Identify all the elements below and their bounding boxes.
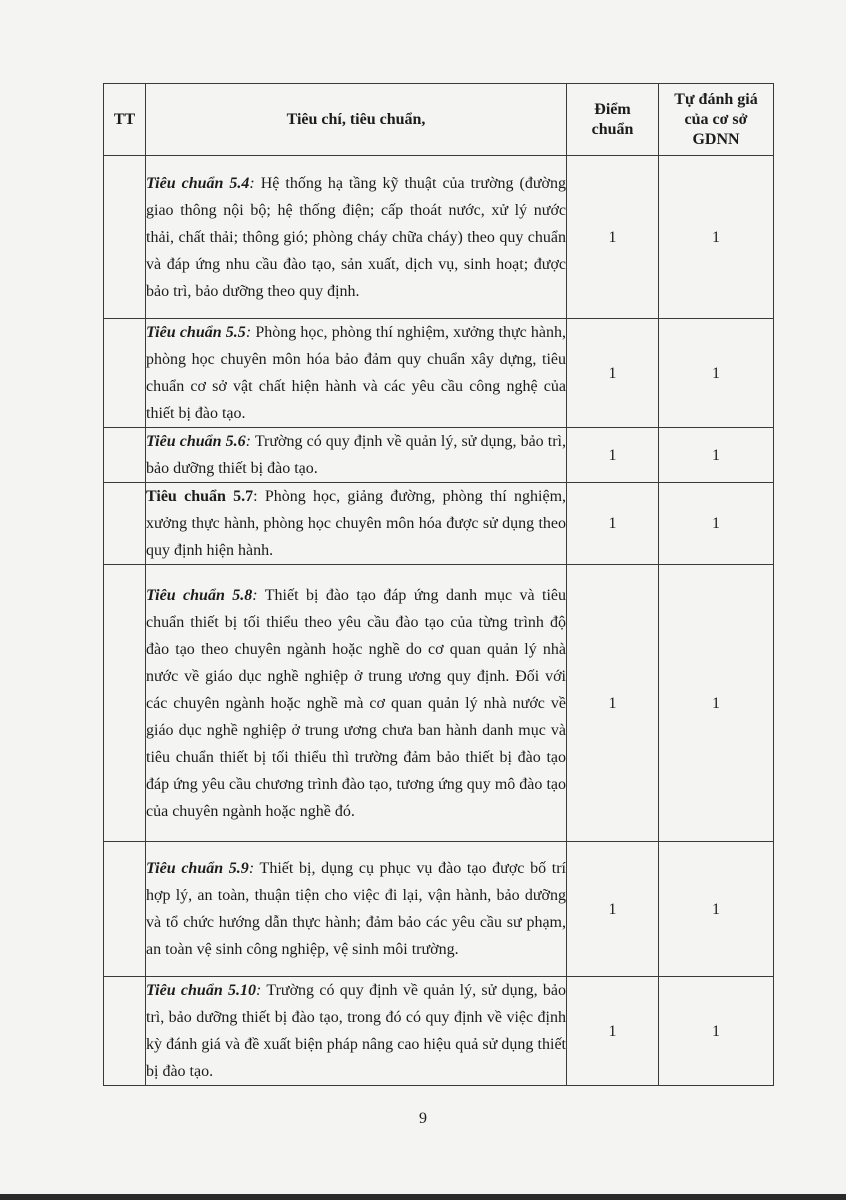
standard-text: Thiết bị, dụng cụ phục vụ đào tạo được bố trí hợp lý, an toàn, thuận tiện cho việc đi lại, vận hành, bảo dưỡng và tổ chức hướng dẫn thực hành; đảm bảo các yêu cầu sư phạm, an toàn vệ sinh công nghiệp, vệ sinh môi trường. (146, 860, 566, 958)
standard-score: 1 (567, 319, 659, 428)
standard-text: Trường có quy định về quản lý, sử dụng, bảo trì, bảo dưỡng thiết bị đào tạo. (146, 433, 567, 477)
row-description: Tiêu chuẩn 5.5: Phòng học, phòng thí nghiệm, xưởng thực hành, phòng học chuyên môn hóa bảo đảm quy chuẩn xây dựng, tiêu chuẩn cơ sở vật chất hiện hành và các yêu cầu công nghệ của thiết bị đào tạo. (146, 319, 567, 428)
table-header-row (104, 84, 774, 156)
self-score: 1 (659, 428, 774, 483)
criteria-table (103, 83, 774, 1086)
table-row (104, 156, 774, 319)
standard-name: Tiêu chuẩn 5.9 (146, 860, 249, 877)
page-number: 9 (419, 1110, 427, 1127)
standard-text: Phòng học, giảng đường, phòng thí nghiệm, xưởng thực hành, phòng học chuyên môn hóa được sử dụng theo quy định hiện hành. (146, 488, 567, 559)
row-description: Tiêu chuẩn 5.8: Thiết bị đào tạo đáp ứng danh mục và tiêu chuẩn thiết bị tối thiểu theo yêu cầu đào tạo của từng trình độ đào tạo theo chuyên ngành hoặc nghề do cơ quan quản lý nhà nước về giáo dục nghề nghiệp ở trung ương quy định. Đối với các chuyên ngành hoặc nghề mà cơ quan quản lý nhà nước về giáo dục nghề nghiệp ở trung ương chưa ban hành danh mục và tiêu chuẩn thiết bị tối thiểu thì trường đảm bảo thiết bị đào tạo đáp ứng yêu cầu chương trình đào tạo, tương ứng quy mô đào tạo của chuyên ngành hoặc nghề đó. (146, 565, 567, 842)
row-tt (104, 483, 146, 565)
standard-text: Thiết bị đào tạo đáp ứng danh mục và tiêu chuẩn thiết bị tối thiểu theo yêu cầu đào tạo của từng trình độ đào tạo theo chuyên ngành hoặc nghề do cơ quan quản lý nhà nước về giáo dục nghề nghiệp ở trung ương quy định. Đối với các chuyên ngành hoặc nghề mà cơ quan quản lý nhà nước về giáo dục nghề nghiệp ở trung ương chưa ban hành danh mục và tiêu chuẩn thiết bị tối thiểu thì trường đảm bảo thiết bị đào tạo đáp ứng yêu cầu chương trình đào tạo, tương ứng quy mô đào tạo của chuyên ngành hoặc nghề đó. (146, 586, 566, 820)
table-row (104, 483, 774, 565)
table-row (104, 565, 774, 842)
row-tt (104, 565, 146, 842)
self-score: 1 (659, 156, 774, 319)
self-score: 1 (659, 319, 774, 428)
row-description: Tiêu chuẩn 5.7: Phòng học, giảng đường, phòng thí nghiệm, xưởng thực hành, phòng học chuyên môn hóa được sử dụng theo quy định hiện hành. (146, 483, 567, 565)
self-score: 1 (659, 842, 774, 977)
scan-edge (0, 1194, 846, 1200)
table-row (104, 319, 774, 428)
self-score: 1 (659, 565, 774, 842)
table-row (104, 977, 774, 1086)
table-row (104, 428, 774, 483)
standard-name: Tiêu chuẩn 5.7 (146, 488, 254, 505)
standard-name: Tiêu chuẩn 5.6 (146, 433, 246, 450)
header-tt: TT (104, 84, 146, 156)
row-tt (104, 977, 146, 1086)
standard-name: Tiêu chuẩn 5.8 (146, 586, 253, 604)
row-description: Tiêu chuẩn 5.6: Trường có quy định về quản lý, sử dụng, bảo trì, bảo dưỡng thiết bị đào tạo. (146, 428, 567, 483)
header-standard-score: Điểm chuẩn (567, 84, 659, 156)
standard-score: 1 (567, 565, 659, 842)
row-tt (104, 156, 146, 319)
standard-text: Phòng học, phòng thí nghiệm, xưởng thực hành, phòng học chuyên môn hóa bảo đảm quy chuẩn xây dựng, tiêu chuẩn cơ sở vật chất hiện hành và các yêu cầu công nghệ của thiết bị đào tạo. (146, 324, 567, 422)
header-self-assessment: Tự đánh giá của cơ sở GDNN (659, 84, 774, 156)
row-tt (104, 842, 146, 977)
standard-score: 1 (567, 977, 659, 1086)
row-description: Tiêu chuẩn 5.4: Hệ thống hạ tầng kỹ thuật của trường (đường giao thông nội bộ; hệ thống điện; cấp thoát nước, xử lý nước thải, chất thải; thông gió; phòng cháy chữa cháy) theo quy chuẩn và đáp ứng nhu cầu đào tạo, sản xuất, dịch vụ, sinh hoạt; được bảo trì, bảo dưỡng theo quy định. (146, 156, 567, 319)
standard-score: 1 (567, 842, 659, 977)
standard-name: Tiêu chuẩn 5.5 (146, 324, 246, 341)
standard-text: Trường có quy định về quản lý, sử dụng, bảo trì, bảo dưỡng thiết bị đào tạo, trong đó có quy định về việc định kỳ đánh giá và đề xuất biện pháp nâng cao hiệu quả sử dụng thiết bị đào tạo. (146, 982, 566, 1080)
standard-name: Tiêu chuẩn 5.4 (146, 174, 250, 192)
table-row (104, 842, 774, 977)
standard-name: Tiêu chuẩn 5.10 (146, 982, 257, 999)
row-tt (104, 428, 146, 483)
self-score: 1 (659, 977, 774, 1086)
standard-text: Hệ thống hạ tầng kỹ thuật của trường (đường giao thông nội bộ; hệ thống điện; cấp thoát nước, xử lý nước thải, chất thải; thông gió; phòng cháy chữa cháy) theo quy chuẩn và đáp ứng nhu cầu đào tạo, sản xuất, dịch vụ, sinh hoạt; được bảo trì, bảo dưỡng theo quy định. (146, 174, 567, 300)
self-score: 1 (659, 483, 774, 565)
row-description: Tiêu chuẩn 5.9: Thiết bị, dụng cụ phục vụ đào tạo được bố trí hợp lý, an toàn, thuận tiện cho việc đi lại, vận hành, bảo dưỡng và tổ chức hướng dẫn thực hành; đảm bảo các yêu cầu sư phạm, an toàn vệ sinh công nghiệp, vệ sinh môi trường. (146, 842, 567, 977)
row-description: Tiêu chuẩn 5.10: Trường có quy định về quản lý, sử dụng, bảo trì, bảo dưỡng thiết bị đào tạo, trong đó có quy định về việc định kỳ đánh giá và đề xuất biện pháp nâng cao hiệu quả sử dụng thiết bị đào tạo. (146, 977, 567, 1086)
standard-score: 1 (567, 428, 659, 483)
row-tt (104, 319, 146, 428)
standard-score: 1 (567, 156, 659, 319)
standard-score: 1 (567, 483, 659, 565)
header-criteria: Tiêu chí, tiêu chuẩn, (146, 84, 567, 156)
